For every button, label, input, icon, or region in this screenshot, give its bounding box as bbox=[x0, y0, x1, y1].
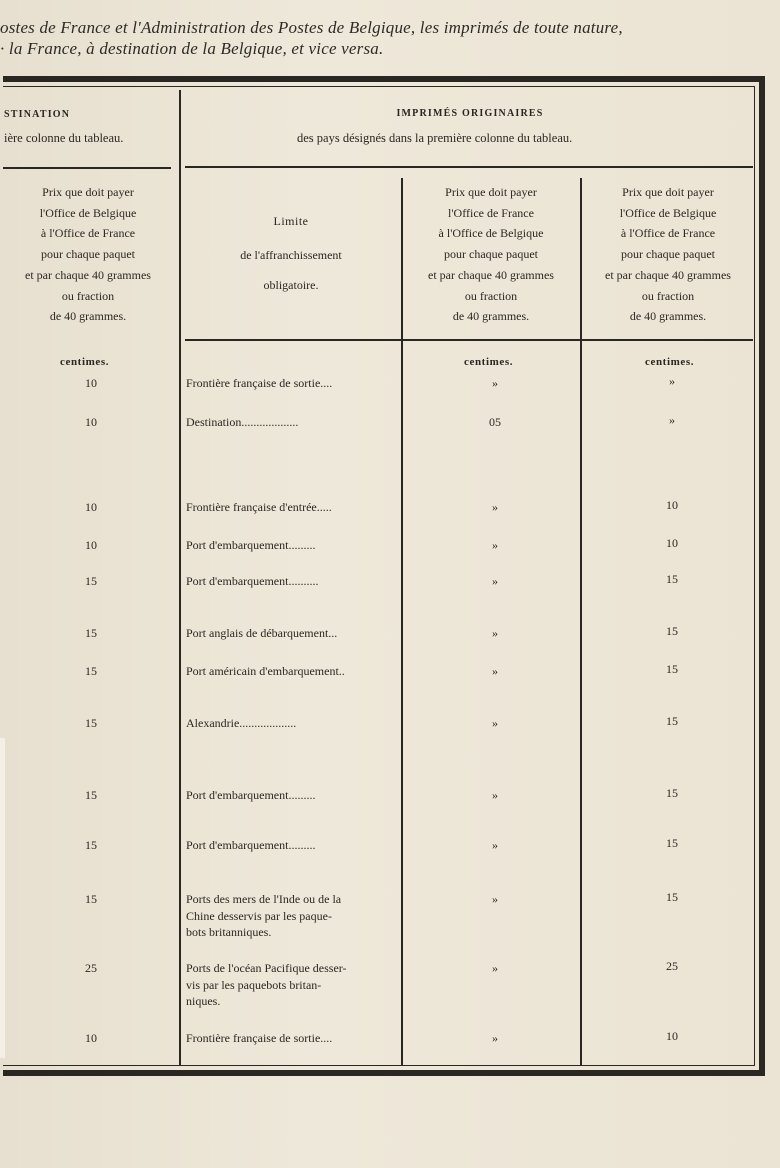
row-col3-value: » bbox=[492, 961, 498, 975]
row-col4-value: 15 bbox=[666, 624, 678, 638]
units-col1: centimes. bbox=[60, 356, 110, 368]
row-col1-value: 10 bbox=[85, 538, 97, 552]
col4-header-line: pour chaque paquet bbox=[621, 247, 715, 262]
row-col3-value: » bbox=[492, 376, 498, 390]
row-col3-value: » bbox=[492, 664, 498, 678]
row-col3-value: » bbox=[492, 892, 498, 906]
header-line-1: ostes de France et l'Administration des Postes de Belgique, les imprimés de toute nature, bbox=[0, 18, 623, 37]
row-col3-value: » bbox=[492, 538, 498, 552]
row-limit bbox=[186, 499, 332, 516]
row-col1-value: 10 bbox=[85, 1031, 97, 1045]
col4-header-line: à l'Office de France bbox=[620, 226, 716, 241]
row-limit bbox=[186, 837, 315, 854]
row-limit-line: Frontière française d'entrée..... bbox=[186, 500, 332, 514]
col1-header-line: l'Office de Belgique bbox=[39, 205, 137, 220]
col4-header bbox=[582, 182, 754, 327]
col1-header-line: Prix que doit payer bbox=[42, 185, 134, 199]
row-limit bbox=[186, 375, 332, 392]
row-limit-line: Port anglais de débarquement... bbox=[186, 626, 338, 640]
row-limit bbox=[186, 537, 315, 554]
col1-header-line: et par chaque 40 grammes bbox=[25, 267, 151, 282]
left-header-rule bbox=[3, 167, 171, 169]
row-col1-value: 15 bbox=[85, 626, 97, 640]
row-limit-line: Ports de l'océan Pacifique desser- bbox=[186, 961, 347, 975]
col4-header-line: de 40 grammes. bbox=[629, 309, 707, 324]
col4-header-line: Prix que doit payer bbox=[622, 185, 714, 199]
col4-header-line: l'Office de Belgique bbox=[619, 205, 717, 220]
row-col4-value: 15 bbox=[666, 786, 678, 800]
divider-main bbox=[179, 90, 181, 1065]
row-limit-line: Port d'embarquement......... bbox=[186, 838, 316, 852]
row-limit-line: vis par les paquebots britan- bbox=[186, 977, 322, 992]
col3-header-line: à l'Office de Belgique bbox=[438, 226, 544, 241]
page-edge-scan bbox=[0, 738, 5, 1058]
row-col3-value: » bbox=[492, 788, 498, 802]
row-limit bbox=[186, 414, 298, 431]
row-limit-line: Port américain d'embarquement.. bbox=[186, 664, 345, 678]
row-limit bbox=[186, 625, 337, 642]
row-col4-value: 25 bbox=[666, 959, 678, 973]
row-col1-value: 10 bbox=[85, 376, 97, 390]
row-limit bbox=[186, 715, 296, 732]
left-top-title: STINATION bbox=[4, 109, 71, 120]
units-col3: centimes. bbox=[464, 356, 514, 368]
col3-header-line: ou fraction bbox=[464, 288, 518, 303]
right-top-title: IMPRIMÉS ORIGINAIRES bbox=[396, 108, 544, 119]
row-col4-value: 15 bbox=[666, 714, 678, 728]
row-col1-value: 15 bbox=[85, 788, 97, 802]
row-col1-value: 15 bbox=[85, 892, 97, 906]
col3-header bbox=[403, 182, 579, 327]
row-col4-value: 15 bbox=[666, 662, 678, 676]
col2-header-line: de l'affranchissement bbox=[240, 248, 342, 262]
row-limit-line: Port d'embarquement......... bbox=[186, 788, 316, 802]
col3-header-line: pour chaque paquet bbox=[444, 247, 538, 262]
row-col4-value: 10 bbox=[666, 536, 678, 550]
row-limit-line: Frontière française de sortie.... bbox=[186, 376, 333, 390]
row-limit-line: Port d'embarquement.......... bbox=[186, 574, 319, 588]
row-limit-line: Port d'embarquement......... bbox=[186, 538, 316, 552]
row-col3-value: » bbox=[492, 1031, 498, 1045]
row-limit-line: Alexandrie................... bbox=[186, 716, 297, 730]
col4-header-line: et par chaque 40 grammes bbox=[605, 267, 731, 282]
row-limit-line: Frontière française de sortie.... bbox=[186, 1031, 333, 1045]
row-col4-value: 10 bbox=[666, 1029, 678, 1043]
left-top-subtitle: ière colonne du tableau. bbox=[4, 131, 124, 145]
col1-header-line: ou fraction bbox=[61, 288, 115, 303]
col1-header bbox=[0, 182, 178, 327]
row-limit-line: niques. bbox=[186, 994, 221, 1008]
col2-header bbox=[184, 210, 398, 296]
col4-header-line: ou fraction bbox=[641, 288, 695, 303]
col3-header-line: de 40 grammes. bbox=[452, 309, 530, 324]
row-col1-value: 15 bbox=[85, 574, 97, 588]
header-line-2: · la France, à destination de la Belgique, et vice versa. bbox=[0, 39, 384, 58]
col2-header-line: obligatoire. bbox=[263, 278, 319, 292]
col1-header-line: de 40 grammes. bbox=[49, 309, 127, 324]
col3-header-line: l'Office de France bbox=[448, 205, 534, 220]
row-limit bbox=[186, 1030, 332, 1047]
row-limit bbox=[186, 891, 341, 941]
row-col3-value: » bbox=[492, 500, 498, 514]
row-col1-value: 15 bbox=[85, 664, 97, 678]
units-col4: centimes. bbox=[645, 356, 695, 368]
col1-header-line: à l'Office de France bbox=[40, 226, 136, 241]
row-col1-value: 10 bbox=[85, 415, 97, 429]
row-col4-value: 15 bbox=[666, 836, 678, 850]
col3-header-line: Prix que doit payer bbox=[445, 185, 537, 199]
row-limit-line: bots britanniques. bbox=[186, 925, 272, 939]
row-col3-value: » bbox=[492, 716, 498, 730]
row-limit bbox=[186, 787, 315, 804]
row-col4-value: 15 bbox=[666, 890, 678, 904]
row-limit-line: Chine desservis par les paque- bbox=[186, 908, 332, 923]
row-limit bbox=[186, 573, 318, 590]
row-limit bbox=[186, 960, 347, 1010]
row-col1-value: 10 bbox=[85, 500, 97, 514]
right-top-subtitle: des pays désignés dans la première colonne du tableau. bbox=[297, 131, 573, 145]
row-col4-value: 10 bbox=[666, 498, 678, 512]
row-col4-value: 15 bbox=[666, 572, 678, 586]
row-col1-value: 25 bbox=[85, 961, 97, 975]
row-col1-value: 15 bbox=[85, 838, 97, 852]
row-col3-value: » bbox=[492, 626, 498, 640]
col3-header-line: et par chaque 40 grammes bbox=[428, 267, 554, 282]
column-header-rule bbox=[185, 339, 753, 341]
right-header-rule bbox=[185, 166, 753, 168]
row-limit bbox=[186, 663, 345, 680]
col2-header-line: Limite bbox=[273, 214, 309, 228]
row-col4-value: » bbox=[669, 413, 675, 427]
row-col4-value: » bbox=[669, 374, 675, 388]
row-col1-value: 15 bbox=[85, 716, 97, 730]
col1-header-line: pour chaque paquet bbox=[41, 247, 135, 262]
row-col3-value: 05 bbox=[489, 415, 501, 429]
row-limit-line: Ports des mers de l'Inde ou de la bbox=[186, 892, 342, 906]
row-col3-value: » bbox=[492, 838, 498, 852]
row-limit-line: Destination................... bbox=[186, 415, 299, 429]
row-col3-value: » bbox=[492, 574, 498, 588]
